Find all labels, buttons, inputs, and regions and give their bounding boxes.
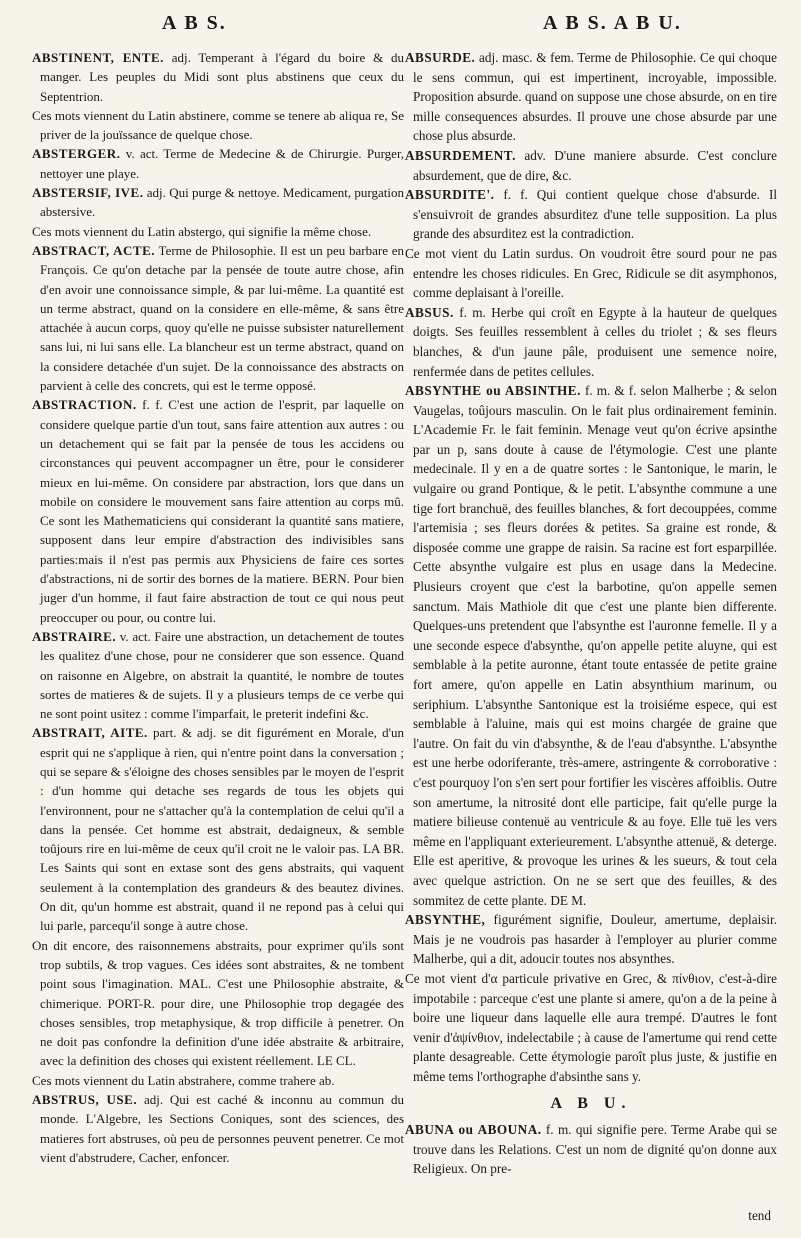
dictionary-entry (32, 222, 404, 241)
dictionary-entry (405, 185, 777, 244)
right-column (405, 48, 777, 1179)
entry-text: f. m. Herbe qui croît en Egypte à la hauteur de quelques doigts. Ses feuilles ressemblent à celles du triolet ; & ses fleurs blanches, & d'un jaune pâle, produisent une semence noire, renfermée dans de petites cellules. (413, 304, 778, 379)
dictionary-entry (405, 1120, 777, 1179)
entry-text: v. act. Faire une abstraction, un detachement de toutes les qualitez d'une chose, pour ne considerer que son essence. Quand on raisonne en Algebre, on abstrait la quantité, le nombre de toutes sortes de matieres & de sujets. Il y a plusieurs temps de ce verbe qui ne sont point usitez : comme l'imparfait, le preterit indefini &c. (40, 628, 404, 722)
dictionary-entry (32, 395, 404, 627)
dictionary-entry (405, 303, 777, 381)
entry-headword: ABSUS. (405, 304, 454, 320)
entry-headword: ABSTRUS, USE. (32, 1092, 138, 1108)
dictionary-entry (32, 1090, 404, 1167)
entry-text: f. f. Qui contient quelque chose d'absurde. Il s'ensuivroit de grandes absurditez d'une telle supposition. La plus grande des absurditez est la contradiction. (413, 187, 777, 242)
entry-text: Ces mots viennent du Latin abstrahere, comme trahere ab. (32, 1072, 335, 1088)
dictionary-entry (32, 627, 404, 723)
dictionary-entry (405, 48, 777, 146)
entry-text: Ce mot vient du Latin surdus. On voudroit être sourd pour ne pas entendre les choses ridicules. En Grec, Ridicule se dit asymphonos, comme deplaisant à l'oreille. (405, 245, 777, 301)
entry-text: figurément signifie, Douleur, amertume, deplaisir. Mais je ne voudrois pas hasarder à l'employer au plurier comme Malherbe, qui a dit, adoucir toutes nos absynthes. (413, 912, 777, 967)
dictionary-entry (32, 1071, 404, 1090)
dictionary-entry (32, 241, 404, 395)
entry-text: adj. masc. & fem. Terme de Philosophie. Ce qui choque le sens commun, qui est impertinent, incroyable, impossible. Proposition absurde. quand on suppose une chose absurde, on en tire mille consequences absurdes. Il prouve une chose absurde par une chose plus absurde. (413, 50, 778, 144)
section-heading: A B U. (550, 1095, 632, 1113)
entry-headword: ABSYNTHE, (405, 912, 486, 928)
running-header (0, 12, 801, 46)
entry-text: part. & adj. se dit figurément en Morale, d'un esprit qui ne s'applique à rien, qui n'entre point dans la conversation ; qui se separe & s'éloigne des choses sensibles par le moyen de l'esprit : d'un homme qui detache ses regards de tous les objets qui l'environnent, pour ne s'attacher qu'à la contemplation de celui qu'il a dans la pensée. Cet homme est abstrait, dedaigneux, & semble toûjours rire en lui-même de ceux qu'il croit ne le valoir pas. LA BR. Les Saints qui sont en extase sont des gens abstraits, qui vaquent seulement à la contemplation des grandeurs & des beautez divines. On dit, qu'un homme est abstrait, quand il ne repond pas à celui qui lui parle, parcequ'il songe à autre chose. (40, 725, 404, 934)
entry-headword: ABSYNTHE ou ABSINTHE. (405, 383, 581, 399)
entry-headword: ABUNA ou ABOUNA. (405, 1122, 542, 1138)
entry-headword: ABSTRACT, ACTE. (32, 242, 155, 258)
header-right: A B S. A B U. (543, 12, 682, 34)
entry-text: On dit encore, des raisonnemens abstraits, pour exprimer qu'ils sont trop subtils, & trop vagues. Ces idées sont abstraites, & ne tombent point sous l'imagination. MAL. C'est une Philosophie abstraite, & chimerique. PORT-R. pour dire, une Philosophie trop degagée des choses sensibles, trop metaphysique, & trop difficile à penetrer. On ne doit pas confondre la definition d'une idée abstraite & arbitraire, avec la definition des choses qui existent réellement. LE CL. (32, 937, 404, 1069)
entry-text: f. m. qui signifie pere. Terme Arabe qui se trouve dans les Relations. C'est un nom de dignité qu'on donne aux Religieux. On pre- (413, 1122, 778, 1177)
entry-text: f. f. C'est une action de l'esprit, par laquelle on considere quelque partie d'un tout, sans faire attention aux autres : ou un detachement qui se fait par la pensée de tous les accidens ou circonstances qui peuvent accompagner un être, pour le considerer mieux en lui-même. On considere par abstraction, lors que dans un mobile on considere le mouvement sans faire attention au corps mû. Ce sont les Mathematiciens qui considerant la quantité sans matiere, supposent dans leur empire d'abstraction des indivisibles sans parties:mais il n'est pas permis aux Physiciens de faire ces sortes d'abstractions, ni de sortir des bornes de la matiere. BERN. Pour bien juger d'un homme, il faut faire abstraction de tout ce qui nous peut preoccuper ou pour, ou contre lui. (40, 397, 404, 625)
header-left: A B S. (162, 12, 227, 34)
dictionary-entry (32, 48, 404, 106)
dictionary-entry (32, 183, 404, 222)
dictionary-entry (405, 381, 777, 910)
entry-headword: ABSURDITE'. (405, 187, 495, 203)
dictionary-entry (405, 969, 777, 1087)
entry-headword: ABSTERSIF, IVE. (32, 185, 144, 201)
entry-headword: ABSURDE. (405, 50, 476, 65)
entry-headword: ABSURDEMENT. (405, 147, 516, 163)
entry-text: v. act. Terme de Medecine & de Chirurgie. Purger, nettoyer une playe. (40, 146, 405, 181)
dictionary-entry (32, 106, 404, 145)
catchword: tend (748, 1208, 771, 1223)
dictionary-entry (405, 146, 777, 185)
dictionary-entry (32, 723, 404, 935)
entry-text: Ce mot vient d'α particule privative en Grec, & πίνθιον, c'est-à-dire impotabile : parceque c'est une plante si amere, qu'on a de la peine à boire une liqueur dans laquelle elle aura trempé. D'autres le font venir d'ἀψίνθιον, indelectabile ; à cause de l'amertume qui rend cette plante desagreable. Cette étymologie paroît plus juste, & justifie en même tems l'orthographe d'absinthe sans y. (405, 970, 777, 1084)
entry-headword: ABSTRAIRE. (32, 628, 117, 644)
entry-text: Terme de Philosophie. Il est un peu barbare en François. Ce qu'on detache par la pensée de toute autre chose, afin d'en avoir une connoissance simple, & par lui-même. La quantité est un terme abstract, quand on la considere en elle-même, & sans être attachée à aucun corps, quoy qu'elle ne puisse subsister naturellement sans lui, ni lui sans elle. La blancheur est un terme abstract, quand on la considere detachée d'un sujet. De la connoissance des abstracts on parvient à celle des concrets, qui est le terme opposé. (40, 242, 405, 394)
dictionary-entry (32, 144, 404, 183)
entry-headword: ABSTRACTION. (32, 397, 137, 413)
entry-text: adj. Qui purge & nettoye. Medicament, purgation abstersive. (40, 185, 404, 220)
entry-headword: ABSTERGER. (32, 146, 121, 162)
entry-headword: ABSTINENT, ENTE. (32, 50, 164, 65)
entry-text: Ces mots viennent du Latin abstinere, comme se tenere ab aliqua re, Se priver de la jouïssance de quelque chose. (32, 107, 404, 143)
entry-text: Ces mots viennent du Latin abstergo, qui signifie la même chose. (32, 223, 372, 239)
dictionary-entry (405, 910, 777, 969)
dictionary-entry (405, 244, 777, 303)
entry-text: f. m. & f. selon Malherbe ; & selon Vaugelas, toûjours masculin. On le fait plus ordinairement feminin. L'Academie Fr. le fait feminin. Menage veut qu'on écrive apsinthe par un p, sans doute à cause de l'étymologie. C'est une plante medecinale. Il y en a de quatre sortes : le Santonique, le marin, le vulgaire ou grand Pontique, & le petit. L'absynthe commune a une tige fort branchuë, des feuilles blanches, & fort decouppées, comme l'artemisia ; ses fleurs dorées & petites. Sa graine est ronde, & disposée comme une grappe de raisin. Sa racine est fort esparpillée. Cette absynthe vulgaire est plus en usage dans la Medecine. Plusieurs croyent que c'est la barbotine, qu'on appelle semen sanctum. Mais Mathiole dit que c'est une plante bien differente. Quelques-uns pretendent que l'absynthe est l'auronne femelle. Il y a une seconde espece d'absynthe, qu'on appelle petite aluyne, qui est semblable à la petite auronne, étant toute entassée de petite graine fort amere, qu'on appelle en Latin absynthium marinum, ou seriphium. L'absynthe Santonique est la troisiéme espece, qui est semblable à l'aluine, mais qui est moins chargée de graine que l'autre. On fait du vin d'absynthe, & de l'eau d'absynthe. L'absynthe est une herbe odoriferante, très-amere, astringente & corroborative : c'est pourquoy l'on s'en sert pour fortifier les viscères affoiblis. Outre son amertume, la nitrosité dont elle participe, fait qu'elle purge la matiere bilieuse contenuë au ventricule & au foye. Elle tuë les vers même en l'appliquant exterieurement. L'absynthe attenuë, & deterge. Elle est aperitive, & provoque les urines & les sueurs, & tout cela avec quelque astriction. On ne se sert que des feuilles, & des sommitez de cette plante. DE M. (413, 383, 778, 908)
entry-headword: ABSTRAIT, AITE. (32, 725, 148, 741)
entry-text: adj. Temperant à l'égard du boire & du manger. Les peuples du Midi sont plus abstinens que ceux du Septentrion. (40, 50, 404, 104)
entry-text: adj. Qui est caché & inconnu au commun du monde. L'Algebre, les Sections Coniques, sont des sciences, des matieres fort abstruses, où peu de personnes peuvent penetrer. Ce mot vient d'abstrudere, Cacher, enfoncer. (40, 1092, 404, 1165)
left-column (32, 48, 404, 1167)
dictionary-entry (32, 936, 404, 1071)
entry-text: adv. D'une maniere absurde. C'est conclure absurdement, que de dire, &c. (413, 147, 777, 183)
